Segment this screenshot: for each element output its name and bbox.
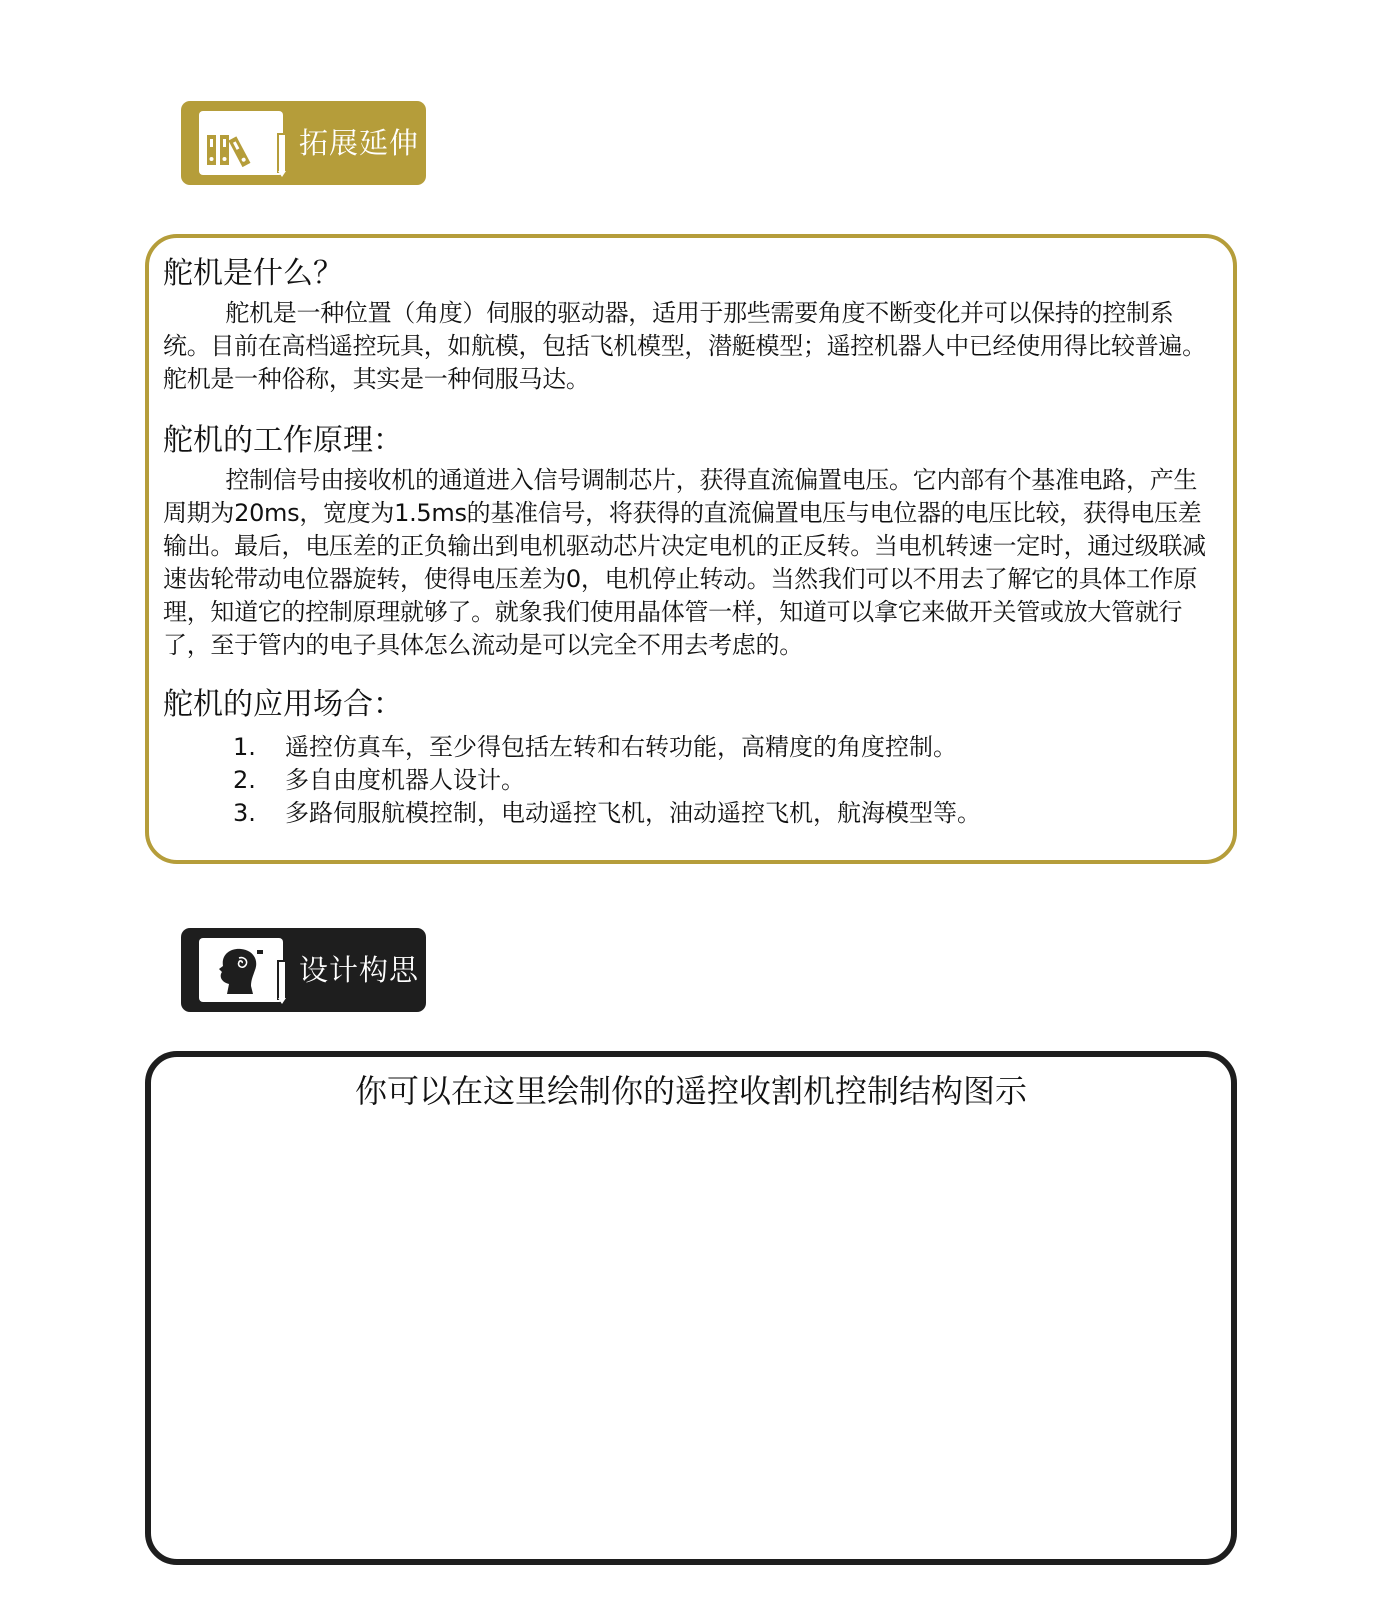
list-item-text: 遥控仿真车，至少得包括左转和右转功能，高精度的角度控制。 xyxy=(285,733,957,761)
list-item-number: 2. xyxy=(233,766,256,794)
what-heading: 舵机是什么？ xyxy=(163,256,343,291)
binders-icon xyxy=(199,109,287,177)
list-item-number: 1. xyxy=(233,733,256,761)
servo-info-panel xyxy=(145,234,1237,864)
drawing-prompt: 你可以在这里绘制你的遥控收割机控制结构图示 xyxy=(354,1072,1027,1110)
section-title-design: 设计构思 xyxy=(299,953,420,987)
list-item xyxy=(163,731,1219,764)
principle-paragraph: 控制信号由接收机的通道进入信号调制芯片，获得直流偏置电压。它内部有个基准电路，产生周期为20ms，宽度为1.5ms的基准信号，将获得的直流偏置电压与电位器的电压比较，获得电压差输出。最后，电压差的正负输出到电机驱动芯片决定电机的正反转。当电机转速一定时，通过级联减速齿轮带动电位器旋转，使得电压差为0，电机停止转动。当然我们可以不用去了解它的具体工作原理，知道它的控制原理就够了。就象我们使用晶体管一样，知道可以拿它来做开关管或放大管就行了，至于管内的电子具体怎么流动是可以完全不用去考虑的。 xyxy=(163,466,1206,659)
list-item-text: 多自由度机器人设计。 xyxy=(285,766,525,794)
applications-list xyxy=(163,731,1219,830)
section-badge-extension xyxy=(181,101,426,185)
thinking-head-icon xyxy=(199,936,287,1004)
list-item-text: 多路伺服航模控制，电动遥控飞机，油动遥控飞机，航海模型等。 xyxy=(285,799,981,827)
list-item xyxy=(163,797,1219,830)
what-paragraph: 舵机是一种位置（角度）伺服的驱动器，适用于那些需要角度不断变化并可以保持的控制系统。目前在高档遥控玩具，如航模，包括飞机模型，潜艇模型；遥控机器人中已经使用得比较普遍。舵机是一种俗称，其实是一种伺服马达。 xyxy=(163,299,1206,393)
section-title-extension: 拓展延伸 xyxy=(299,126,420,160)
section-badge-design xyxy=(181,928,426,1012)
drawing-area[interactable] xyxy=(145,1051,1237,1565)
applications-heading: 舵机的应用场合： xyxy=(163,687,403,722)
list-item xyxy=(163,764,1219,797)
principle-heading: 舵机的工作原理： xyxy=(163,423,403,458)
list-item-number: 3. xyxy=(233,799,256,827)
